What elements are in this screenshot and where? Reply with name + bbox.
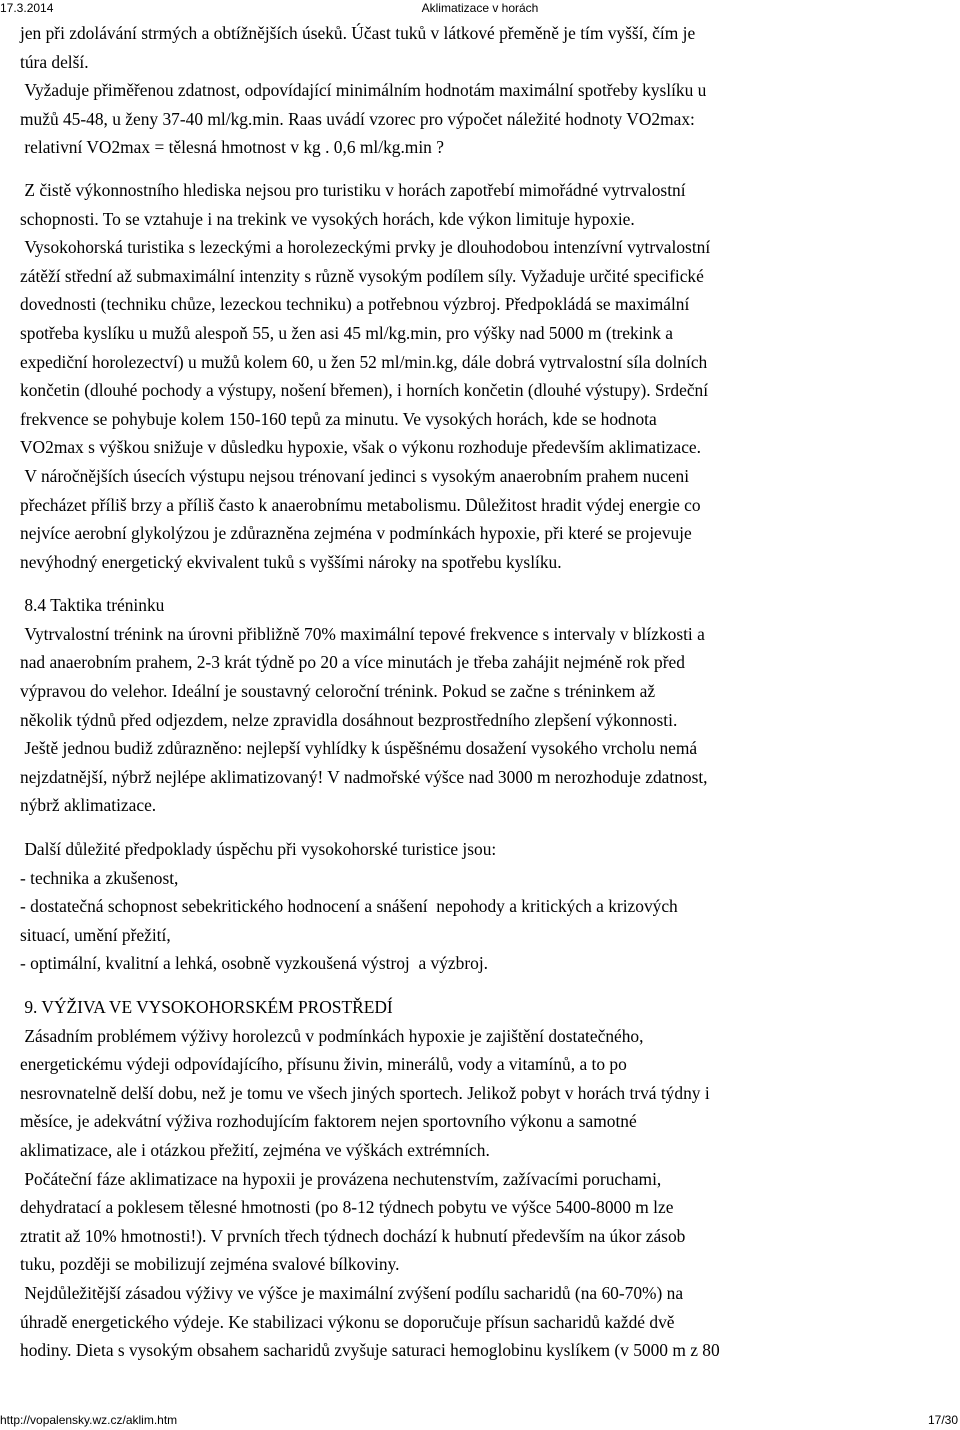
text-line: energetickému výdeji odpovídajícího, přísunu živin, minerálů, vody a vitamínů, a to po	[20, 1054, 627, 1075]
text-line: jen při zdolávání strmých a obtížnějších úseků. Účast tuků v látkové přeměně je tím vyšší, čím je	[20, 23, 696, 43]
print-date: 17.3.2014	[0, 1, 54, 15]
text-line: situací, umění přežití,	[20, 924, 171, 945]
text-line: nejvíce aerobní glykolýzou je zdůrazněna zejména v podmínkách hypoxie, při které se projevuje	[20, 523, 692, 544]
list-item: - dostatečná schopnost sebekritického hodnocení a snášení nepohody a kritických a krizových	[20, 896, 678, 917]
list-item: - optimální, kvalitní a lehká, osobně vyzkoušená výstroj a výzbroj.	[20, 953, 488, 974]
text-line: VO2max s výškou snižuje v důsledku hypoxie, však o výkonu rozhoduje především aklimatizace.	[20, 437, 701, 458]
text-line: Ještě jednou budiž zdůrazněno: nejlepší vyhlídky k úspěšnému dosažení vysokého vrcholu nemá	[20, 738, 698, 759]
page-title: Aklimatizace v horách	[421, 1, 539, 15]
text-line: nýbrž aklimatizace.	[20, 795, 157, 816]
source-url: http://vopalensky.wz.cz/aklim.htm	[0, 1413, 178, 1427]
text-line: dovednosti (techniku chůze, lezeckou techniku) a potřebnou výzbroj. Předpokládá se maximální	[20, 294, 690, 315]
list-item: - technika a zkušenost,	[20, 867, 179, 888]
text-line: ztratit až 10% hmotnosti!). V prvních třech týdnech dochází k hubnutí především na úkor zásob	[20, 1225, 686, 1246]
page-number: 17/30	[927, 1413, 958, 1427]
text-line: hodiny. Dieta s vysokým obsahem sacharidů zvyšuje saturaci hemoglobinu kyslíkem (v 5000 m z 80	[20, 1340, 720, 1361]
paragraph-gap	[20, 978, 955, 993]
text-line: mužů 45-48, u ženy 37-40 ml/kg.min. Raas uvádí vzorec pro výpočet náležité hodnoty VO2max:	[20, 108, 695, 129]
text-line: aklimatizace, ale i otázkou přežití, zejména ve výškách extrémních.	[20, 1139, 490, 1160]
text-line: nevýhodný energetický ekvivalent tuků s vyššími nároky na spotřebu kyslíku.	[20, 551, 562, 572]
text-line: Z čistě výkonnostního hlediska nejsou pro turistiku v horách zapotřebí mimořádné vytrvalostní	[20, 179, 686, 200]
text-line: Vysokohorská turistika s lezeckými a horolezeckými prvky je dlouhodobou intenzívní vytrvalostní	[20, 237, 711, 258]
text-line: Nejdůležitější zásadou výživy ve výšce je maximální zvýšení podílu sacharidů (na 60-70%) na	[20, 1282, 684, 1303]
document-body	[20, 19, 955, 1365]
text-line: nesrovnatelně delší dobu, než je tomu ve všech jiných sportech. Jelikož pobyt v horách trvá týdny i	[20, 1082, 710, 1103]
text-line: Vyžaduje přiměřenou zdatnost, odpovídající minimálním hodnotám maximální spotřeby kyslíku u	[20, 80, 707, 101]
text-line: nad anaerobním prahem, 2-3 krát týdně po 20 a více minutách je třeba zahájit nejméně rok před	[20, 652, 685, 673]
text-line: tuku, později se mobilizují zejména svalové bílkoviny.	[20, 1254, 400, 1275]
section-heading: 9. VÝŽIVA VE VYSOKOHORSKÉM PROSTŘEDÍ	[20, 997, 393, 1017]
text-line: Vytrvalostní trénink na úrovni přibližně 70% maximální tepové frekvence s intervaly v blízkosti a	[20, 623, 705, 644]
section-heading: 8.4 Taktika tréninku	[20, 595, 165, 616]
text-line: končetin (dlouhé pochody a výstupy, nošení břemen), i horních končetin (dlouhé výstupy). Srdeční	[20, 380, 709, 401]
text-line: několik týdnů před odjezdem, nelze zpravidla dosáhnout bezprostředního zlepšení výkonnosti.	[20, 709, 678, 730]
text-line: schopnosti. To se vztahuje i na trekink ve vysokých horách, kde výkon limituje hypoxie.	[20, 208, 635, 229]
text-line: V náročnějších úsecích výstupu nejsou trénovaní jedinci s vysokým anaerobním prahem nuceni	[20, 465, 690, 486]
text-line: expediční horolezectví) u mužů kolem 60, u žen 52 ml/min.kg, dále dobrá vytrvalostní síla dolních	[20, 351, 708, 372]
text-line: spotřeba kyslíku u mužů alespoň 55, u žen asi 45 ml/kg.min, pro výšky nad 5000 m (trekink a	[20, 322, 674, 343]
text-line: túra delší.	[20, 51, 89, 72]
text-line: dehydratací a poklesem tělesné hmotnosti (po 8-12 týdnech pobytu ve výšce 5400-8000 m lze	[20, 1197, 674, 1218]
text-line: frekvence se pohybuje kolem 150-160 tepů za minutu. Ve vysokých horách, kde se hodnota	[20, 408, 657, 429]
paragraph-gap	[20, 820, 955, 835]
text-line: přecházet příliš brzy a příliš často k anaerobnímu metabolismu. Důležitost hradit výdej energie co	[20, 494, 701, 515]
text-line: měsíce, je adekvátní výživa rozhodujícím faktorem nejen sportovního výkonu a samotné	[20, 1111, 637, 1132]
text-line: zátěží střední až submaximální intenzity s různě vysokým podílem síly. Vyžaduje určité specifické	[20, 265, 704, 286]
text-line: Zásadním problémem výživy horolezců v podmínkách hypoxie je zajištění dostatečného,	[20, 1025, 644, 1046]
text-line: Další důležité předpoklady úspěchu při vysokohorské turistice jsou:	[20, 839, 497, 860]
text-line: Počáteční fáze aklimatizace na hypoxii je provázena nechutenstvím, zažívacími poruchami,	[20, 1168, 662, 1189]
text-line: relativní VO2max = tělesná hmotnost v kg . 0,6 ml/kg.min ?	[20, 137, 444, 158]
paragraph-gap	[20, 162, 955, 176]
text-line: nejzdatnější, nýbrž nejlépe aklimatizovaný! V nadmořské výšce nad 3000 m nerozhoduje zdatnost,	[20, 766, 708, 787]
text-line: výpravou do velehor. Ideální je soustavný celoroční trénink. Pokud se začne s tréninkem až	[20, 681, 656, 702]
text-line: úhradě energetického výdeje. Ke stabilizaci výkonu se doporučuje přísun sacharidů každé dvě	[20, 1311, 675, 1332]
paragraph-gap	[20, 576, 955, 591]
